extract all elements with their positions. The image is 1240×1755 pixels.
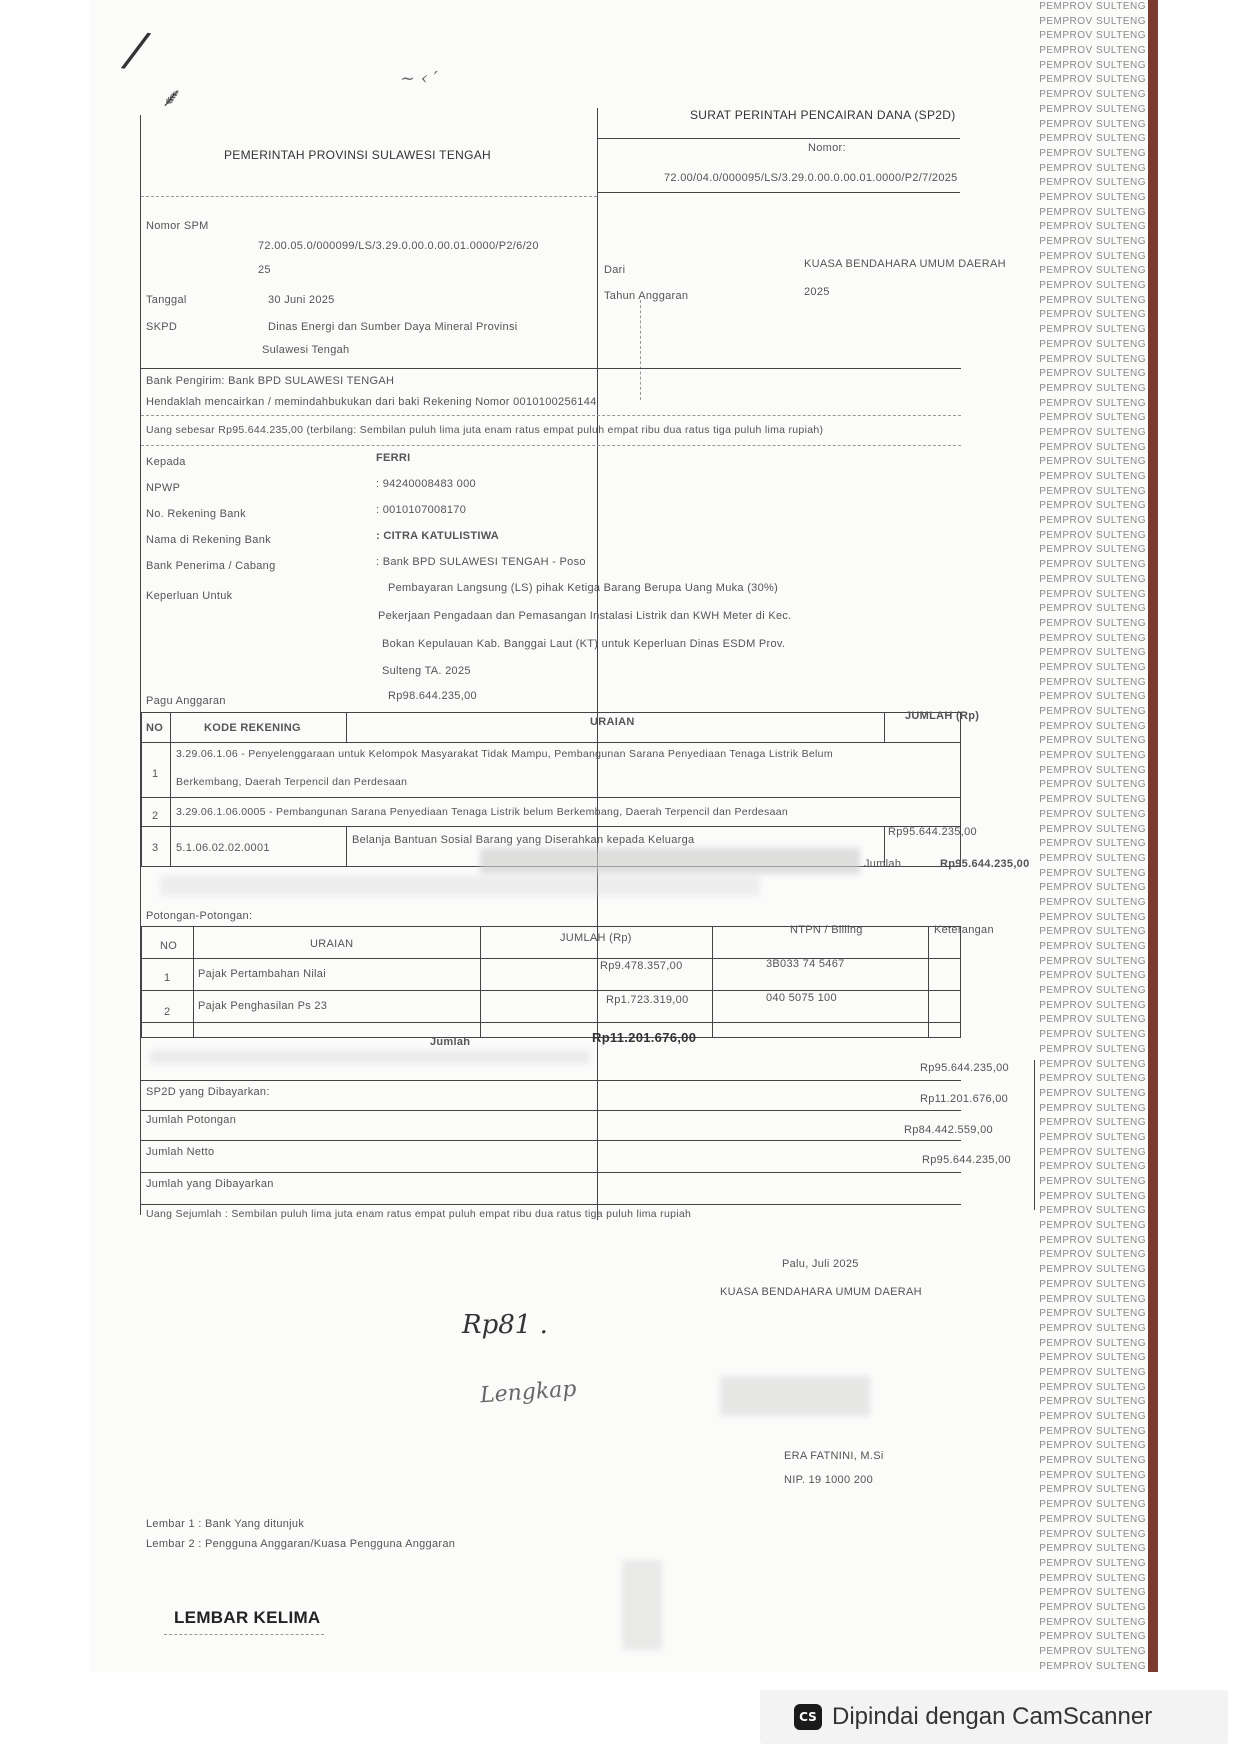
watermark-line: PEMPROV SULTENG <box>1039 1352 1146 1364</box>
watermark-line: PEMPROV SULTENG <box>1039 236 1146 247</box>
watermark-line: PEMPROV SULTENG <box>1039 59 1146 71</box>
pen-mark: / <box>123 21 149 79</box>
watermark-line: PEMPROV SULTENG <box>1039 89 1146 101</box>
watermark-line: PEMPROV SULTENG <box>1039 1469 1146 1481</box>
watermark-line: PEMPROV SULTENG <box>1039 1117 1146 1129</box>
nomor-spm-label: Nomor SPM <box>146 220 209 232</box>
nomor-spm-value-cont: 25 <box>258 264 271 276</box>
tanggal-value: 30 Juni 2025 <box>268 294 335 306</box>
nomor-label: Nomor: <box>808 142 846 154</box>
summary-value-4: Rp95.644.235,00 <box>922 1154 1011 1166</box>
watermark-line: PEMPROV SULTENG <box>1039 647 1146 659</box>
watermark-line: PEMPROV SULTENG <box>1039 1293 1146 1305</box>
bank-pengirim: Bank Pengirim: Bank BPD SULAWESI TENGAH <box>146 375 395 387</box>
terbilang-text: Uang Sejumlah : Sembilan puluh lima juta enam ratus empat puluh empat ribu dua ratus tiga puluh lima rupiah <box>146 1208 692 1220</box>
watermark-column <box>960 0 1150 1672</box>
left-header-title: PEMERINTAH PROVINSI SULAWESI TENGAH <box>224 148 491 162</box>
watermark-line: PEMPROV SULTENG <box>1039 588 1146 600</box>
watermark-line: PEMPROV SULTENG <box>1039 1366 1146 1378</box>
watermark-line: PEMPROV SULTENG <box>1039 617 1146 629</box>
watermark-line: PEMPROV SULTENG <box>1039 779 1146 791</box>
rek-row1-text: 3.29.06.1.06 - Penyelenggaraan untuk Kelompok Masyarakat Tidak Mampu, Pembangunan Sarana Penyediaan Tenaga Listrik Belum <box>176 748 833 760</box>
watermark-line: PEMPROV SULTENG <box>1039 206 1146 218</box>
signatory-nip: NIP. 19 1000 200 <box>784 1474 874 1486</box>
watermark-line: PEMPROV SULTENG <box>1039 280 1146 292</box>
watermark-line: PEMPROV SULTENG <box>1039 1073 1146 1085</box>
watermark-line: PEMPROV SULTENG <box>1039 1601 1146 1613</box>
watermark-line: PEMPROV SULTENG <box>1039 177 1146 189</box>
smudge <box>622 1560 662 1650</box>
faint-scribble: ~ ‹ ′ <box>400 68 438 89</box>
watermark-line: PEMPROV SULTENG <box>1039 1337 1146 1349</box>
watermark-line: PEMPROV SULTENG <box>1039 191 1146 203</box>
pot-col-no: NO <box>160 940 178 952</box>
watermark-line: PEMPROV SULTENG <box>1039 706 1146 717</box>
watermark-line: PEMPROV SULTENG <box>1039 353 1146 365</box>
pot-col-jumlah: JUMLAH (Rp) <box>560 932 632 944</box>
watermark-line: PEMPROV SULTENG <box>1039 1396 1146 1408</box>
watermark-line: PEMPROV SULTENG <box>1039 691 1146 703</box>
rek-row3-kode: 5.1.06.02.02.0001 <box>176 842 270 854</box>
watermark-line: PEMPROV SULTENG <box>1039 1381 1146 1393</box>
watermark-line: PEMPROV SULTENG <box>1039 1264 1146 1276</box>
watermark-line: PEMPROV SULTENG <box>1039 412 1146 424</box>
place-date: Palu, Juli 2025 <box>782 1258 859 1270</box>
skpd-value-cont: Sulawesi Tengah <box>262 344 350 356</box>
rek-row3-no: 3 <box>152 842 159 854</box>
keperluan-line-2: Pekerjaan Pengadaan dan Pemasangan Instalasi Listrik dan KWH Meter di Kec. <box>378 610 792 622</box>
sp2d-title: SURAT PERINTAH PENCAIRAN DANA (SP2D) <box>690 108 956 122</box>
rek-row2-text: 3.29.06.1.06.0005 - Pembangunan Sarana Penyediaan Tenaga Listrik belum Berkembang, Daerah Terpencil dan Perdesaan <box>176 806 788 818</box>
watermark-line: PEMPROV SULTENG <box>1039 676 1146 688</box>
watermark-line: PEMPROV SULTENG <box>1039 1631 1146 1643</box>
rek-jumlah-label: Jumlah <box>864 858 902 870</box>
lembar-kelima: LEMBAR KELIMA <box>174 1608 321 1627</box>
watermark-line: PEMPROV SULTENG <box>1039 1014 1146 1026</box>
watermark-line: PEMPROV SULTENG <box>1039 985 1146 997</box>
watermark-line: PEMPROV SULTENG <box>1039 1220 1146 1232</box>
camscanner-icon: CS <box>794 1704 822 1730</box>
watermark-line: PEMPROV SULTENG <box>1039 15 1146 27</box>
smudge <box>480 848 860 874</box>
watermark-line: PEMPROV SULTENG <box>1039 338 1146 350</box>
watermark-line: PEMPROV SULTENG <box>1039 999 1146 1011</box>
rek-jumlah-value: Rp95.644.235,00 <box>940 858 1030 870</box>
payee-value: : Bank BPD SULAWESI TENGAH - Poso <box>376 556 586 568</box>
pagu-label: Pagu Anggaran <box>146 695 226 707</box>
pot-row2-no: 2 <box>164 1006 171 1018</box>
potongan-title: Potongan-Potongan: <box>146 910 253 922</box>
pot-row2-billing: 040 5075 100 <box>766 992 837 1004</box>
dari-value: KUASA BENDAHARA UMUM DAERAH <box>804 258 1006 270</box>
watermark-line: PEMPROV SULTENG <box>1039 1190 1146 1202</box>
watermark-line: PEMPROV SULTENG <box>1039 1484 1146 1496</box>
watermark-line: PEMPROV SULTENG <box>1039 544 1146 556</box>
watermark-line: PEMPROV SULTENG <box>1039 661 1146 673</box>
watermark-line: PEMPROV SULTENG <box>1039 867 1146 879</box>
watermark-line: PEMPROV SULTENG <box>1039 1322 1146 1334</box>
watermark-line: PEMPROV SULTENG <box>1039 1234 1146 1246</box>
pot-row1-jumlah: Rp9.478.357,00 <box>600 960 683 972</box>
summary-value-1: Rp95.644.235,00 <box>920 1062 1009 1074</box>
watermark-line: PEMPROV SULTENG <box>1039 632 1146 644</box>
watermark-line: PEMPROV SULTENG <box>1039 1660 1146 1672</box>
keperluan-label: Keperluan Untuk <box>146 590 233 602</box>
payee-value: FERRI <box>376 452 411 464</box>
watermark-line: PEMPROV SULTENG <box>1039 147 1146 159</box>
watermark-line: PEMPROV SULTENG <box>1039 309 1146 321</box>
payee-value: : 0010107008170 <box>376 504 467 516</box>
payee-label: Kepada <box>146 456 186 468</box>
smudge <box>150 1050 590 1064</box>
watermark-line: PEMPROV SULTENG <box>1039 955 1146 967</box>
handwriting-amount: Rp81 . <box>462 1310 548 1340</box>
watermark-line: PEMPROV SULTENG <box>1039 368 1146 380</box>
pot-row1-billing: 3B033 74 5467 <box>766 958 845 970</box>
tanggal-label: Tanggal <box>146 294 187 306</box>
watermark-line: PEMPROV SULTENG <box>1039 1058 1146 1070</box>
watermark-line: PEMPROV SULTENG <box>1039 1528 1146 1540</box>
watermark-line: PEMPROV SULTENG <box>1039 1102 1146 1114</box>
payee-value: : 94240008483 000 <box>376 478 476 490</box>
watermark-line: PEMPROV SULTENG <box>1039 382 1146 394</box>
camscanner-badge <box>760 1690 1228 1744</box>
pagu-value: Rp98.644.235,00 <box>388 690 477 702</box>
watermark-line: PEMPROV SULTENG <box>1039 1131 1146 1143</box>
watermark-line: PEMPROV SULTENG <box>1039 970 1146 982</box>
watermark-line: PEMPROV SULTENG <box>1039 1 1146 12</box>
pot-row2-uraian: Pajak Penghasilan Ps 23 <box>198 1000 328 1012</box>
watermark-line: PEMPROV SULTENG <box>1039 1572 1146 1584</box>
watermark-line: PEMPROV SULTENG <box>1039 103 1146 115</box>
watermark-line: PEMPROV SULTENG <box>1039 515 1146 527</box>
watermark-line: PEMPROV SULTENG <box>1039 1087 1146 1099</box>
rek-row3-jumlah: Rp95.644.235,00 <box>888 826 977 838</box>
watermark-line: PEMPROV SULTENG <box>1039 471 1146 482</box>
watermark-line: PEMPROV SULTENG <box>1039 1557 1146 1569</box>
tahun-anggaran-value: 2025 <box>804 286 830 298</box>
lembar-line-1: Lembar 1 : Bank Yang ditunjuk <box>146 1518 305 1530</box>
watermark-line: PEMPROV SULTENG <box>1039 838 1146 850</box>
watermark-line: PEMPROV SULTENG <box>1039 911 1146 923</box>
summary-label-1: SP2D yang Dibayarkan: <box>146 1086 270 1098</box>
pot-row1-uraian: Pajak Pertambahan Nilai <box>198 968 326 980</box>
watermark-line: PEMPROV SULTENG <box>1039 1616 1146 1628</box>
hendaklah-text: Hendaklah mencairkan / memindahbukukan dari baki Rekening Nomor 0010100256144 <box>146 396 597 408</box>
watermark-line: PEMPROV SULTENG <box>1039 1587 1146 1599</box>
watermark-line: PEMPROV SULTENG <box>1039 1440 1146 1452</box>
watermark-line: PEMPROV SULTENG <box>1039 559 1146 571</box>
watermark-line: PEMPROV SULTENG <box>1039 941 1146 952</box>
col-uraian: URAIAN <box>590 716 635 728</box>
watermark-line: PEMPROV SULTENG <box>1039 1278 1146 1290</box>
watermark-line: PEMPROV SULTENG <box>1039 1043 1146 1055</box>
signatory-name: ERA FATNINI, M.Si <box>784 1450 884 1462</box>
watermark-line: PEMPROV SULTENG <box>1039 720 1146 732</box>
payee-value: : CITRA KATULISTIWA <box>376 530 500 542</box>
watermark-line: PEMPROV SULTENG <box>1039 1205 1146 1217</box>
watermark-line: PEMPROV SULTENG <box>1039 764 1146 776</box>
handwriting-note: Lengkap <box>479 1376 578 1409</box>
summary-value-3: Rp84.442.559,00 <box>904 1124 993 1136</box>
watermark-line: PEMPROV SULTENG <box>1039 529 1146 541</box>
payee-label: No. Rekening Bank <box>146 508 246 520</box>
payee-label: NPWP <box>146 482 181 494</box>
watermark-line: PEMPROV SULTENG <box>1039 1425 1146 1437</box>
payee-label: Nama di Rekening Bank <box>146 534 271 546</box>
col-no: NO <box>146 722 164 734</box>
lembar-line-2: Lembar 2 : Pengguna Anggaran/Kuasa Pengguna Anggaran <box>146 1538 456 1550</box>
watermark-line: PEMPROV SULTENG <box>1039 397 1146 409</box>
watermark-line: PEMPROV SULTENG <box>1039 74 1146 86</box>
signature-mark <box>720 1376 870 1416</box>
watermark-line: PEMPROV SULTENG <box>1039 823 1146 835</box>
rek-row3-uraian: Belanja Bantuan Sosial Barang yang Diserahkan kepada Keluarga <box>352 834 695 846</box>
uang-sebesar-text: Uang sebesar Rp95.644.235,00 (terbilang: Sembilan puluh lima juta enam ratus empat puluh empat ribu dua ratus tiga puluh lima rupiah) <box>146 424 824 436</box>
pot-jumlah-value: Rp11.201.676,00 <box>592 1030 697 1045</box>
dari-label: Dari <box>604 264 626 276</box>
pot-col-billing: NTPN / Billing <box>790 924 863 936</box>
watermark-line: PEMPROV SULTENG <box>1039 30 1146 42</box>
watermark-line: PEMPROV SULTENG <box>1039 1308 1146 1320</box>
watermark-line: PEMPROV SULTENG <box>1039 162 1146 174</box>
watermark-line: PEMPROV SULTENG <box>1039 265 1146 277</box>
watermark-line: PEMPROV SULTENG <box>1039 573 1146 585</box>
watermark-line: PEMPROV SULTENG <box>1039 926 1146 938</box>
watermark-line: PEMPROV SULTENG <box>1039 1161 1146 1173</box>
payee-label: Bank Penerima / Cabang <box>146 560 276 572</box>
watermark-line: PEMPROV SULTENG <box>1039 1249 1146 1261</box>
rek-row1-text-cont: Berkembang, Daerah Terpencil dan Perdesaan <box>176 776 408 788</box>
sp2d-number: 72.00/04.0/000095/LS/3.29.0.00.0.00.01.0000/P2/7/2025 <box>664 172 958 184</box>
watermark-line: PEMPROV SULTENG <box>1039 735 1146 747</box>
summary-label-4: Jumlah yang Dibayarkan <box>146 1178 274 1190</box>
camscanner-label: Dipindai dengan CamScanner <box>832 1703 1153 1730</box>
nomor-spm-value: 72.00.05.0/000099/LS/3.29.0.00.0.00.01.0000/P2/6/20 <box>258 240 539 252</box>
watermark-line: PEMPROV SULTENG <box>1039 808 1146 820</box>
smudge <box>160 876 760 896</box>
pot-row2-jumlah: Rp1.723.319,00 <box>606 994 689 1006</box>
watermark-line: PEMPROV SULTENG <box>1039 794 1146 806</box>
pot-jumlah-label: Jumlah <box>430 1036 471 1048</box>
watermark-line: PEMPROV SULTENG <box>1039 1543 1146 1555</box>
pen-scribble: ⸙ <box>160 83 180 113</box>
watermark-line: PEMPROV SULTENG <box>1039 1411 1146 1422</box>
watermark-line: PEMPROV SULTENG <box>1039 1646 1146 1657</box>
watermark-line: PEMPROV SULTENG <box>1039 45 1146 57</box>
keperluan-line-3: Bokan Kepulauan Kab. Banggai Laut (KT) untuk Keperluan Dinas ESDM Prov. <box>382 638 786 650</box>
watermark-line: PEMPROV SULTENG <box>1039 221 1146 233</box>
tahun-anggaran-label: Tahun Anggaran <box>604 290 689 302</box>
watermark-line: PEMPROV SULTENG <box>1039 896 1146 908</box>
skpd-label: SKPD <box>146 321 178 333</box>
watermark-line: PEMPROV SULTENG <box>1039 852 1146 864</box>
watermark-line: PEMPROV SULTENG <box>1039 1455 1146 1467</box>
watermark-line: PEMPROV SULTENG <box>1039 750 1146 762</box>
watermark-line: PEMPROV SULTENG <box>1039 441 1146 453</box>
col-jumlah: JUMLAH (Rp) <box>905 710 980 722</box>
watermark-line: PEMPROV SULTENG <box>1039 1513 1146 1525</box>
signatory-title: KUASA BENDAHARA UMUM DAERAH <box>720 1286 922 1298</box>
pot-row1-no: 1 <box>164 972 171 984</box>
watermark-line: PEMPROV SULTENG <box>1039 426 1146 438</box>
watermark-line: PEMPROV SULTENG <box>1039 500 1146 512</box>
col-kode-rekening: KODE REKENING <box>204 722 301 734</box>
rek-row1-no: 1 <box>152 768 159 780</box>
pot-col-keterangan: Keterangan <box>934 924 994 936</box>
watermark-line: PEMPROV SULTENG <box>1039 485 1146 497</box>
watermark-line: PEMPROV SULTENG <box>1039 1029 1146 1041</box>
watermark-line: PEMPROV SULTENG <box>1039 133 1146 145</box>
watermark-line: PEMPROV SULTENG <box>1039 250 1146 262</box>
skpd-value: Dinas Energi dan Sumber Daya Mineral Provinsi <box>268 321 518 333</box>
watermark-line: PEMPROV SULTENG <box>1039 1146 1146 1158</box>
watermark-line: PEMPROV SULTENG <box>1039 1176 1146 1187</box>
watermark-line: PEMPROV SULTENG <box>1039 456 1146 468</box>
pot-col-uraian: URAIAN <box>310 938 354 950</box>
watermark-line: PEMPROV SULTENG <box>1039 324 1146 336</box>
watermark-line: PEMPROV SULTENG <box>1039 1499 1146 1511</box>
summary-label-2: Jumlah Potongan <box>146 1114 237 1126</box>
watermark-line: PEMPROV SULTENG <box>1039 294 1146 306</box>
summary-value-2: Rp11.201.676,00 <box>920 1093 1009 1105</box>
keperluan-line-4: Sulteng TA. 2025 <box>382 665 471 677</box>
rek-row2-no: 2 <box>152 810 159 822</box>
summary-label-3: Jumlah Netto <box>146 1146 215 1158</box>
watermark-line: PEMPROV SULTENG <box>1039 882 1146 894</box>
watermark-line: PEMPROV SULTENG <box>1039 118 1146 130</box>
watermark-line: PEMPROV SULTENG <box>1039 603 1146 615</box>
keperluan-line-1: Pembayaran Langsung (LS) pihak Ketiga Barang Berupa Uang Muka (30%) <box>388 582 779 594</box>
